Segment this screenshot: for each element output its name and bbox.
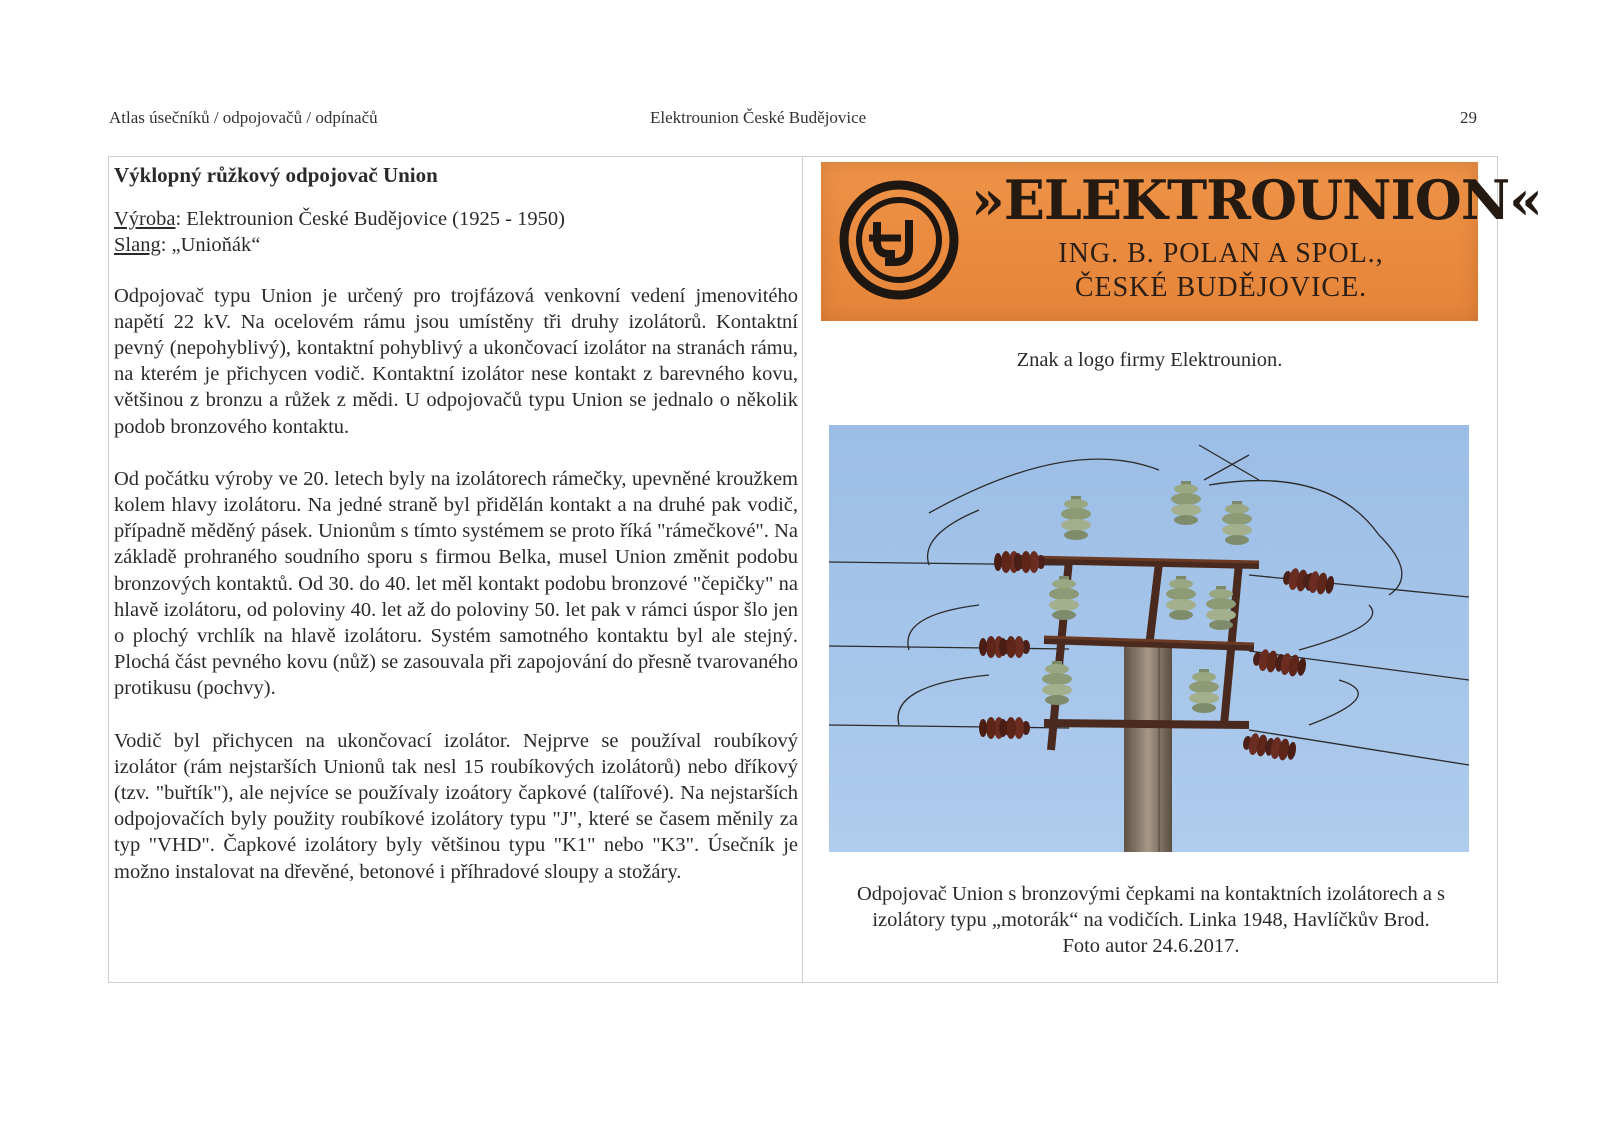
company-emblem-icon: [839, 180, 959, 300]
logo-caption: Znak a logo firmy Elektrounion.: [1016, 349, 1283, 371]
column-divider: [802, 156, 803, 983]
paragraph-2: Od počátku výroby ve 20. letech byly na izolátorech rámečky, upevněné kroužkem kolem hlavy izolátoru. Na jedné straně byl přidělán kontakt a na druhé pak vodič, případně měděný pásek. Unionům s tímto systémem se proto říká "rámečkové". Na základě prohraného soudního sporu s firmou Belka, musel Union změnit podobu bronzových kontaktů. Od 30. do 40. let měl kontakt podobu bronzové "čepičky" na hlavě izolátoru, od poloviny 40. let až do poloviny 50. let pak v rámci úspor šlo jen o plochý vrchlík na hlavě izolátoru. Systém samotného kontaktu byl ale stejný. Plochá část pevného kovu (nůž) se zasouvala při zapojování do přesně tvarovaného protikusu (pochvy).: [114, 467, 798, 700]
slang-line: [114, 232, 798, 258]
production-value: : Elektrounion České Budějovice (1925 - 1950): [175, 208, 565, 231]
photo-caption-line-3: Foto autor 24.6.2017.: [1062, 935, 1240, 957]
photo-caption-line-2: izolátory typu „motorák“ na vodičích. Linka 1948, Havlíčkův Brod.: [872, 909, 1430, 931]
logo-city-line: ČESKÉ BUDĚJOVICE.: [1074, 272, 1368, 303]
elektrounion-logo-plate: [821, 162, 1542, 321]
production-label: Výroba: [114, 208, 176, 231]
photo-caption-line-1: Odpojovač Union s bronzovými čepkami na kontaktních izolátorech a s: [856, 883, 1446, 905]
running-head-title: Atlas úsečníků / odpojovačů / odpínačů: [109, 108, 378, 127]
article-column: [114, 160, 798, 885]
paragraph-1: Odpojovač typu Union je určený pro trojfázová venkovní vedení jmenovitého napětí 22 kV. Na ocelovém rámu jsou umístěny tři druhy izolátorů. Kontaktní pevný (nepohyblivý), kontaktní pohyblivý a ukončovací izolátor na stranách rámu, na kterém je přichycen vodič. Kontaktní izolátor nese kontakt z barevného kovu, většinou z bronzu a růžek z mědi. U odpojovačů typu Union se jednalo o několik podob bronzového kontaktu.: [114, 284, 798, 438]
disconnector-photo: [829, 425, 1469, 852]
slang-label: Slang: [114, 234, 161, 257]
photo-caption: [816, 881, 1486, 959]
production-line: [114, 206, 798, 232]
article-title: Výklopný růžkový odpojovač Union: [114, 163, 438, 187]
slang-value: : „Unioňák“: [160, 234, 261, 257]
disconnector-photo-illustration: [829, 425, 1469, 852]
paragraph-3: Vodič byl přichycen na ukončovací izolátor. Nejprve se používal roubíkový izolátor (rám nejstarších Unionů tak nesl 15 roubíkových izolátorů) nebo dříkový (tzv. "buřtík"), ale nejvíce se používaly izoátory čapkové (talířové). Na nejstarších odpojovačích byly použity roubíkové izolátory typu "J", které se časem měnily za typ "VHD". Čapkové izolátory byly většinou typu "K1" nebo "K3". Úsečník je možno instalovat na dřevěné, betonové i příhradové sloupy a stožáry.: [114, 729, 798, 883]
page-number: 29: [1460, 108, 1477, 127]
logo-owner-line: ING. B. POLAN A SPOL.,: [1058, 238, 1384, 269]
logo-company-name: »ELEKTROUNION«: [971, 168, 1542, 232]
running-head-manufacturer: Elektrounion České Budějovice: [650, 108, 867, 127]
